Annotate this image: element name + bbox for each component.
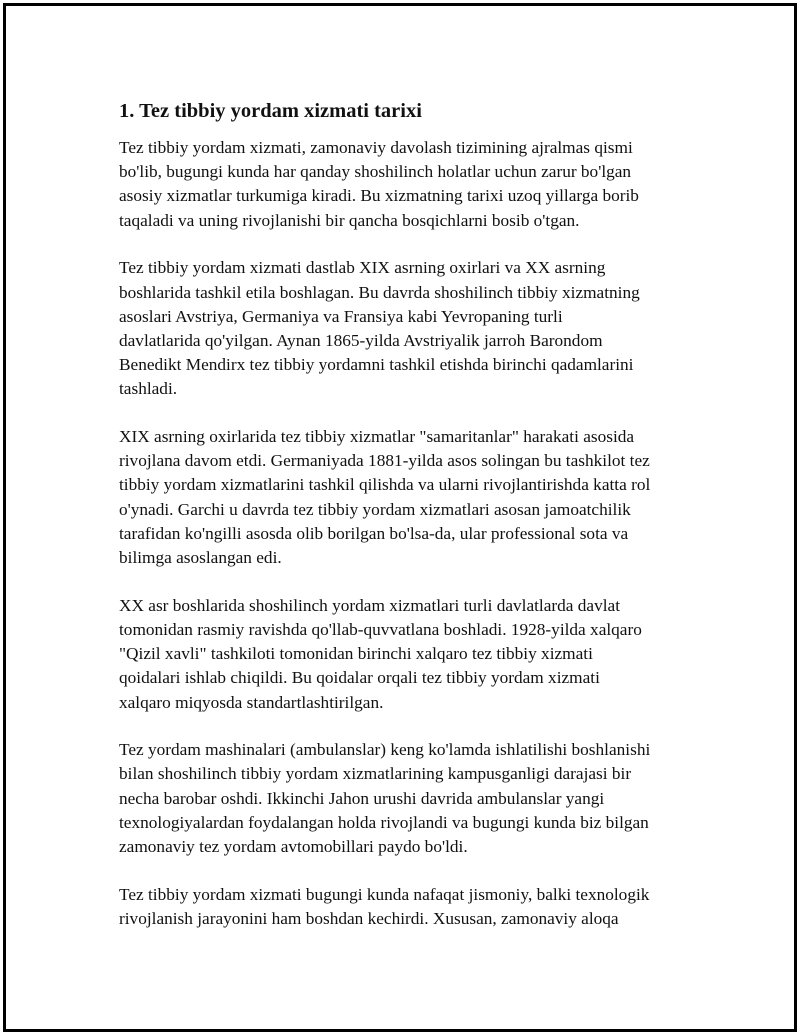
- text-line: bilimga asoslangan edi.: [119, 548, 282, 568]
- text-line: necha barobar oshdi. Ikkinchi Jahon urushi davrida ambulanslar yangi: [119, 788, 605, 808]
- paragraph-3: [119, 425, 699, 570]
- text-line: qoidalari ishlab chiqildi. Bu qoidalar orqali tez tibbiy yordam xizmati: [119, 668, 600, 688]
- page-frame: [3, 3, 797, 1032]
- text-line: Tez tibbiy yordam xizmati, zamonaviy davolash tizimining ajralmas qismi: [119, 138, 633, 157]
- text-line: Tez tibbiy yordam xizmati dastlab XIX asrning oxirlari va XX asrning: [119, 258, 606, 278]
- text-line: Benedikt Mendirx tez tibbiy yordamni tashkil etishda birinchi qadamlarini: [119, 355, 634, 375]
- section-heading: 1. Tez tibbiy yordam xizmati tarixi: [119, 100, 422, 122]
- text-line: texnologiyalardan foydalangan holda rivojlandi va bugungi kunda biz bilgan: [119, 812, 649, 832]
- text-line: rivojlana davom etdi. Germaniyada 1881-yilda asos solingan bu tashkilot tez: [119, 451, 650, 471]
- text-line: "Qizil xavli" tashkiloti tomonidan birinchi xalqaro tez tibbiy xizmati: [119, 644, 593, 664]
- paragraph-2: [119, 256, 699, 401]
- text-line: asoslari Avstriya, Germaniya va Fransiya kabi Yevropaning turli: [119, 306, 563, 326]
- text-line: o'ynadi. Garchi u davrda tez tibbiy yordam xizmatlari asosan jamoatchilik: [119, 499, 631, 519]
- text-line: taqaladi va uning rivojlanishi bir qancha bosqichlarni bosib o'tgan.: [119, 210, 580, 230]
- text-line: bilan shoshilinch tibbiy yordam xizmatlarining kampusganligi darajasi bir: [119, 764, 632, 784]
- text-line: davlatlarida qo'yilgan. Aynan 1865-yilda Avstriyalik jarroh Barondom: [119, 330, 603, 350]
- document-body: [119, 99, 699, 931]
- text-line: tomonidan rasmiy ravishda qo'llab-quvvatlana boshladi. 1928-yilda xalqaro: [119, 619, 642, 639]
- text-line: rivojlanish jarayonini ham boshdan kechirdi. Xususan, zamonaviy aloqa: [119, 908, 619, 928]
- text-line: XX asr boshlarida shoshilinch yordam xizmatlari turli davlatlarda davlat: [119, 595, 621, 615]
- text-line: Tez tibbiy yordam xizmati bugungi kunda nafaqat jismoniy, balki texnologik: [119, 884, 650, 904]
- text-line: boshlarida tashkil etila boshlagan. Bu davrda shoshilinch tibbiy xizmatning: [119, 282, 640, 302]
- paragraph-5: [119, 738, 699, 859]
- text-line: tashladi.: [119, 379, 178, 399]
- text-line: asosiy xizmatlar turkumiga kiradi. Bu xizmatning tarixi uzoq yillarga borib: [119, 186, 639, 206]
- text-line: xalqaro miqyosda standartlashtirilgan.: [119, 692, 384, 712]
- text-line: Tez yordam mashinalari (ambulanslar) keng ko'lamda ishlatilishi boshlanishi: [119, 740, 651, 760]
- paragraph-1: [119, 136, 699, 233]
- paragraph-4: [119, 594, 699, 715]
- text-line: bo'lib, bugungi kunda har qanday shoshilinch holatlar uchun zarur bo'lgan: [119, 162, 632, 182]
- text-line: XIX asrning oxirlarida tez tibbiy xizmatlar "samaritanlar" harakati asosida: [119, 427, 635, 447]
- text-line: tibbiy yordam xizmatlarini tashkil qilishda va ularni rivojlantirishda katta rol: [119, 475, 651, 495]
- paragraph-6: [119, 883, 699, 931]
- text-line: zamonaviy tez yordam avtomobillari paydo bo'ldi.: [119, 837, 468, 857]
- text-line: tarafidan ko'ngilli asosda olib borilgan bo'lsa-da, ular professional sota va: [119, 523, 629, 543]
